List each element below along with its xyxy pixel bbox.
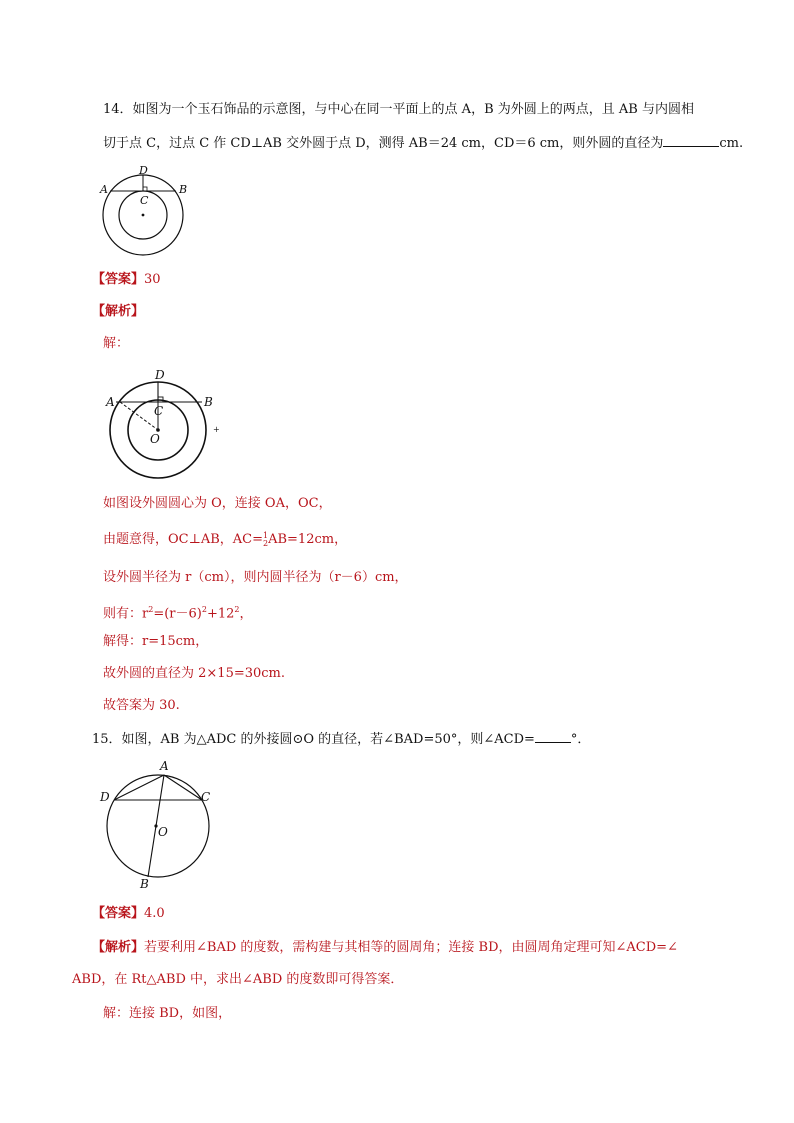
q15-figure — [96, 756, 220, 892]
q14-stem-line1: 14．如图为一个玉石饰品的示意图，与中心在同一平面上的点 A，B 为外圆上的两点，且 AB 与内圆相 — [103, 102, 694, 117]
q15-answer: 4.0 — [144, 906, 165, 921]
label-a: A — [100, 183, 108, 196]
q15-stem: 15．如图，AB 为△ADC 的外接圆⊙O 的直径，若∠BAD=50°，则∠ACD= °． — [92, 728, 590, 750]
label-d: D — [139, 164, 148, 177]
q14-solution-step4: 则有：$r^2=(r-6)^2+12^2$， — [103, 605, 253, 622]
label-o: O — [158, 825, 168, 839]
q14-stem-unit: cm. — [719, 136, 744, 151]
q14-solution-step7: 故答案为 30. — [103, 698, 180, 713]
q14-answer: 30 — [144, 272, 161, 287]
answer-tag: 【答案】 — [92, 272, 145, 287]
segment-ac — [164, 775, 202, 800]
q15-answer-blank — [535, 728, 571, 743]
q14-solution-step5: 解得：r=15cm， — [103, 634, 209, 649]
q15-analysis-line2: ABD，在 Rt△ABD 中，求出∠ABD 的度数即可得答案． — [72, 972, 404, 987]
q14-figure — [98, 162, 190, 258]
q15-solve-line: 解：连接 BD，如图， — [103, 1006, 232, 1021]
q15-analysis-line1: 【解析】若要利用∠BAD 的度数，需构建与其相等的圆周角；连接 BD，由圆周角定理可知∠ACD=∠ — [92, 940, 678, 955]
label-a: A — [160, 759, 169, 773]
answer-tag: 【答案】 — [92, 906, 145, 921]
q14-answer-blank — [663, 132, 719, 147]
label-o: O — [150, 432, 160, 446]
label-c: C — [154, 404, 164, 418]
q15-answer-line — [92, 904, 165, 924]
svg-text:+: + — [213, 425, 220, 434]
label-a: A — [106, 395, 115, 409]
q14-solution-step1: 如图设外圆圆心为 O，连接 OA，OC， — [103, 496, 332, 511]
label-b: B — [140, 877, 149, 891]
label-d: D — [100, 790, 110, 804]
q14-solution-step3: 设外圆半径为 r（cm），则内圆半径为（r－6）cm， — [103, 570, 408, 585]
q14-analysis-tag: 【解析】 — [92, 304, 145, 319]
label-b: B — [179, 183, 188, 196]
q14-solution-step6: 故外圆的直径为 2×15=30cm. — [103, 666, 286, 681]
center-dot — [142, 214, 145, 217]
right-angle-mark — [143, 187, 147, 191]
label-b: B — [204, 395, 213, 409]
label-d: D — [155, 368, 165, 382]
q14-solution-step2: 由题意得，OC⊥AB，AC= 1 2 AB=12cm， — [103, 530, 348, 548]
q14-stem-text: 切于点 C，过点 C 作 CD⊥AB 交外圆于点 D，测得 AB＝24 cm，CD＝6 cm，则外圆的直径为 — [103, 136, 664, 151]
q14-solve-label: 解： — [103, 336, 130, 351]
label-c: C — [140, 194, 149, 207]
fraction-half: 1 2 — [263, 530, 269, 548]
q14-answer-line — [92, 270, 161, 290]
label-c: C — [201, 790, 211, 804]
q14-solution-figure — [104, 366, 222, 484]
q14-stem-line2 — [103, 132, 743, 154]
